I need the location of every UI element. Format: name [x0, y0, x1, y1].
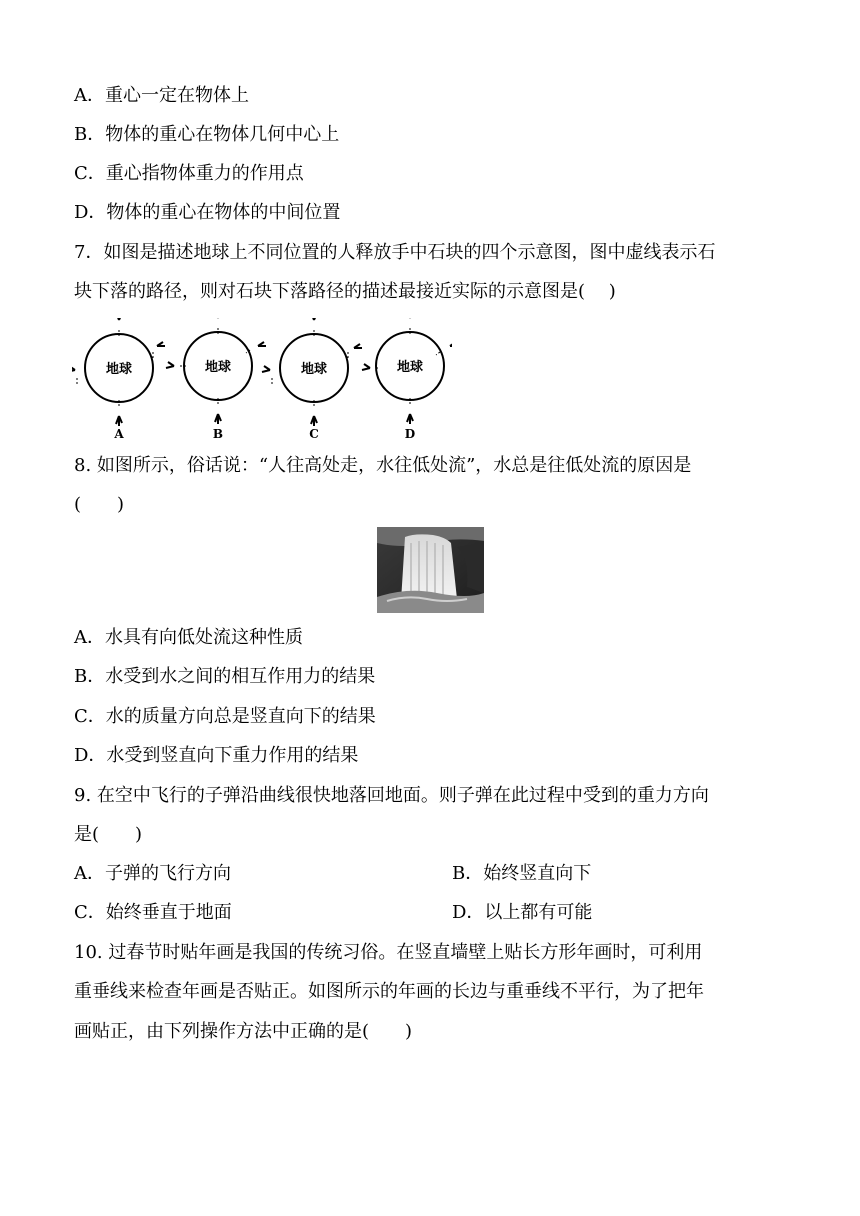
- figure-label-a: A: [114, 427, 124, 441]
- q7-stem-line2: 块下落的路径，则对石块下落路径的描述最接近实际的示意图是( ): [74, 281, 616, 302]
- figure-label-b: B: [212, 427, 224, 441]
- globe-a: [72, 318, 165, 426]
- globe-c-label: 地球: [300, 362, 328, 377]
- q9-option-a: A．子弹的飞行方向: [74, 863, 231, 884]
- q6-option-b: B．物体的重心在物体几何中心上: [74, 124, 340, 145]
- q8-stem-line2: ( ): [74, 494, 125, 515]
- q6-option-a: A．重心一定在物体上: [74, 85, 249, 106]
- q6-option-d: D．物体的重心在物体的中间位置: [74, 202, 341, 223]
- q8-option-b: B．水受到水之间的相互作用力的结果: [74, 666, 376, 687]
- figure-label-d: D: [404, 427, 416, 441]
- q9-option-c: C．始终垂直于地面: [74, 902, 232, 923]
- q7-figure-globes: [72, 318, 452, 444]
- q9-stem-line2: 是( ): [74, 824, 143, 845]
- q9-option-d: D．以上都有可能: [452, 902, 593, 923]
- q8-stem-line1: 8. 如图所示，俗话说：“人往高处走，水往低处流”，水总是往低处流的原因是: [74, 455, 692, 476]
- q9-stem-line1: 9. 在空中飞行的子弹沿曲线很快地落回地面。则子弹在此过程中受到的重力方向: [74, 785, 709, 806]
- globe-b-label: 地球: [204, 360, 232, 375]
- q8-option-d: D．水受到竖直向下重力作用的结果: [74, 745, 359, 766]
- globe-d-label: 地球: [396, 360, 424, 375]
- q9-option-b: B．始终竖直向下: [452, 863, 592, 884]
- waterfall-photo: [377, 527, 484, 613]
- globe-c: [262, 318, 362, 426]
- q10-stem-line1: 10. 过春节时贴年画是我国的传统习俗。在竖直墙壁上贴长方形年画时，可利用: [74, 942, 703, 963]
- globe-b: [166, 318, 266, 424]
- q6-option-c: C．重心指物体重力的作用点: [74, 163, 304, 184]
- figure-label-c: C: [309, 427, 319, 441]
- q8-option-c: C．水的质量方向总是竖直向下的结果: [74, 706, 376, 727]
- q7-stem-line1: 7．如图是描述地球上不同位置的人释放手中石块的四个示意图，图中虚线表示石: [74, 242, 716, 263]
- q10-stem-line3: 画贴正，由下列操作方法中正确的是( ): [74, 1021, 413, 1042]
- q10-stem-line2: 重垂线来检查年画是否贴正。如图所示的年画的长边与重垂线不平行，为了把年: [74, 981, 704, 1002]
- q8-option-a: A．水具有向低处流这种性质: [74, 627, 303, 648]
- globe-a-label: 地球: [105, 362, 133, 377]
- globe-d: [362, 318, 452, 424]
